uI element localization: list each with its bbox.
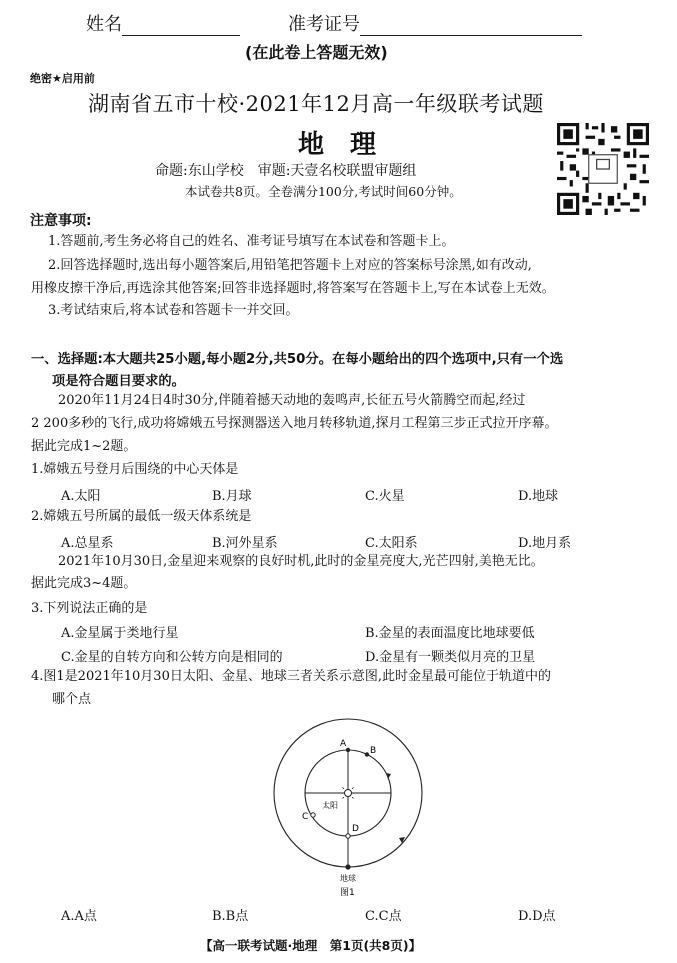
qr-code	[557, 123, 649, 215]
q1-option-a: A.太阳	[61, 489, 101, 504]
name-blank	[122, 15, 240, 36]
label-sun: 太阳	[322, 801, 338, 810]
q3-option-a: A.金星属于类地行星	[61, 626, 179, 641]
q1-option-d: D.地球	[518, 489, 559, 504]
venus-orbit-arrow	[386, 773, 391, 779]
passage2-line1: 2021年10月30日,金星迎来观察的良好时机,此时的金星亮度大,光芒四射,美艳无比。	[58, 554, 544, 569]
q1-option-c: C.火星	[365, 489, 405, 504]
q4-option-b: B.B点	[212, 909, 249, 924]
passage2-line2: 据此完成3~4题。	[31, 576, 137, 591]
exam-title: 湖南省五市十校·2021年12月高一年级联考试题	[88, 92, 544, 116]
figure-caption: 图1	[340, 888, 355, 898]
q2-option-c: C.太阳系	[365, 536, 418, 551]
q3-option-c: C.金星的自转方向和公转方向是相同的	[61, 650, 283, 665]
point-c	[311, 813, 315, 817]
note-item-3: 3.考试结束后,将本试卷和答题卡一并交回。	[48, 303, 299, 318]
passage1-line2: 2 200多秒的飞行,成功将嫦娥五号探测器送入地月转移轨道,探月工程第三步正式拉开序幕。	[31, 416, 558, 431]
notes-heading: 注意事项:	[30, 213, 92, 229]
name-field	[86, 10, 240, 36]
point-d	[346, 834, 350, 838]
q3-stem: 3.下列说法正确的是	[31, 601, 148, 616]
exam-info: 本试卷共8页。全卷满分100分,考试时间60分钟。	[185, 184, 462, 199]
q4-option-a: A.A点	[61, 909, 97, 924]
name-label: 姓名	[86, 14, 122, 35]
earth-orbit-arrow	[399, 837, 405, 843]
q4-stem-cont: 哪个点	[52, 692, 92, 707]
note-item-2: 2.回答选择题时,选出每小题答案后,用铅笔把答题卡上对应的答案标号涂黑,如有改动,	[48, 258, 532, 273]
subject-title: 地 理	[298, 130, 377, 160]
label-b: B	[370, 746, 377, 756]
secret-tag: 绝密★启用前	[30, 72, 95, 85]
q2-option-b: B.河外星系	[212, 536, 278, 551]
orbit-diagram	[260, 715, 440, 900]
point-a	[346, 748, 350, 752]
page-footer: 【高一联考试题·地理 第1页(共8页)】	[200, 938, 422, 953]
q4-option-c: C.C点	[365, 909, 402, 924]
label-c: C	[302, 812, 309, 822]
passage1-line1: 2020年11月24日4时30分,伴随着撼天动地的轰鸣声,长征五号火箭腾空而起,经过	[58, 393, 526, 408]
q2-option-d: D.地月系	[518, 536, 572, 551]
id-label: 准考证号	[288, 14, 360, 35]
note-item-1: 1.答题前,考生务必将自己的姓名、准考证号填写在本试卷和答题卡上。	[48, 234, 455, 249]
id-field	[288, 10, 582, 36]
passage1-line3: 据此完成1~2题。	[31, 439, 137, 454]
q2-stem: 2.嫦娥五号所属的最低一级天体系统是	[31, 509, 252, 524]
q3-option-b: B.金星的表面温度比地球要低	[365, 626, 535, 641]
label-earth: 地球	[340, 874, 356, 883]
earth-point	[345, 864, 350, 869]
note-item-2-cont: 用橡皮擦干净后,再选涂其他答案;回答非选择题时,将答案写在答题卡上,写在本试卷上无效。	[31, 281, 555, 296]
point-b	[365, 752, 369, 756]
invalid-note: (在此卷上答题无效)	[245, 43, 388, 62]
section-heading: 一、选择题:本大题共25小题,每小题2分,共50分。在每小题给出的四个选项中,只有一个选	[31, 352, 564, 367]
q4-option-d: D.D点	[518, 909, 556, 924]
label-d: D	[352, 824, 359, 834]
q1-stem: 1.嫦娥五号登月后围绕的中心天体是	[31, 462, 239, 477]
q4-stem: 4.图1是2021年10月30日太阳、金星、地球三者关系示意图,此时金星最可能位于轨道中的	[31, 669, 551, 684]
sun-icon	[340, 785, 356, 801]
q3-option-d: D.金星有一颗类似月亮的卫星	[365, 650, 536, 665]
section-heading-cont: 项是符合题目要求的。	[52, 374, 185, 389]
authors-line: 命题:东山学校 审题:天壹名校联盟审题组	[155, 163, 417, 179]
q1-option-b: B.月球	[212, 489, 252, 504]
label-a: A	[340, 739, 347, 749]
q2-option-a: A.总星系	[61, 536, 114, 551]
id-blank	[360, 15, 582, 36]
